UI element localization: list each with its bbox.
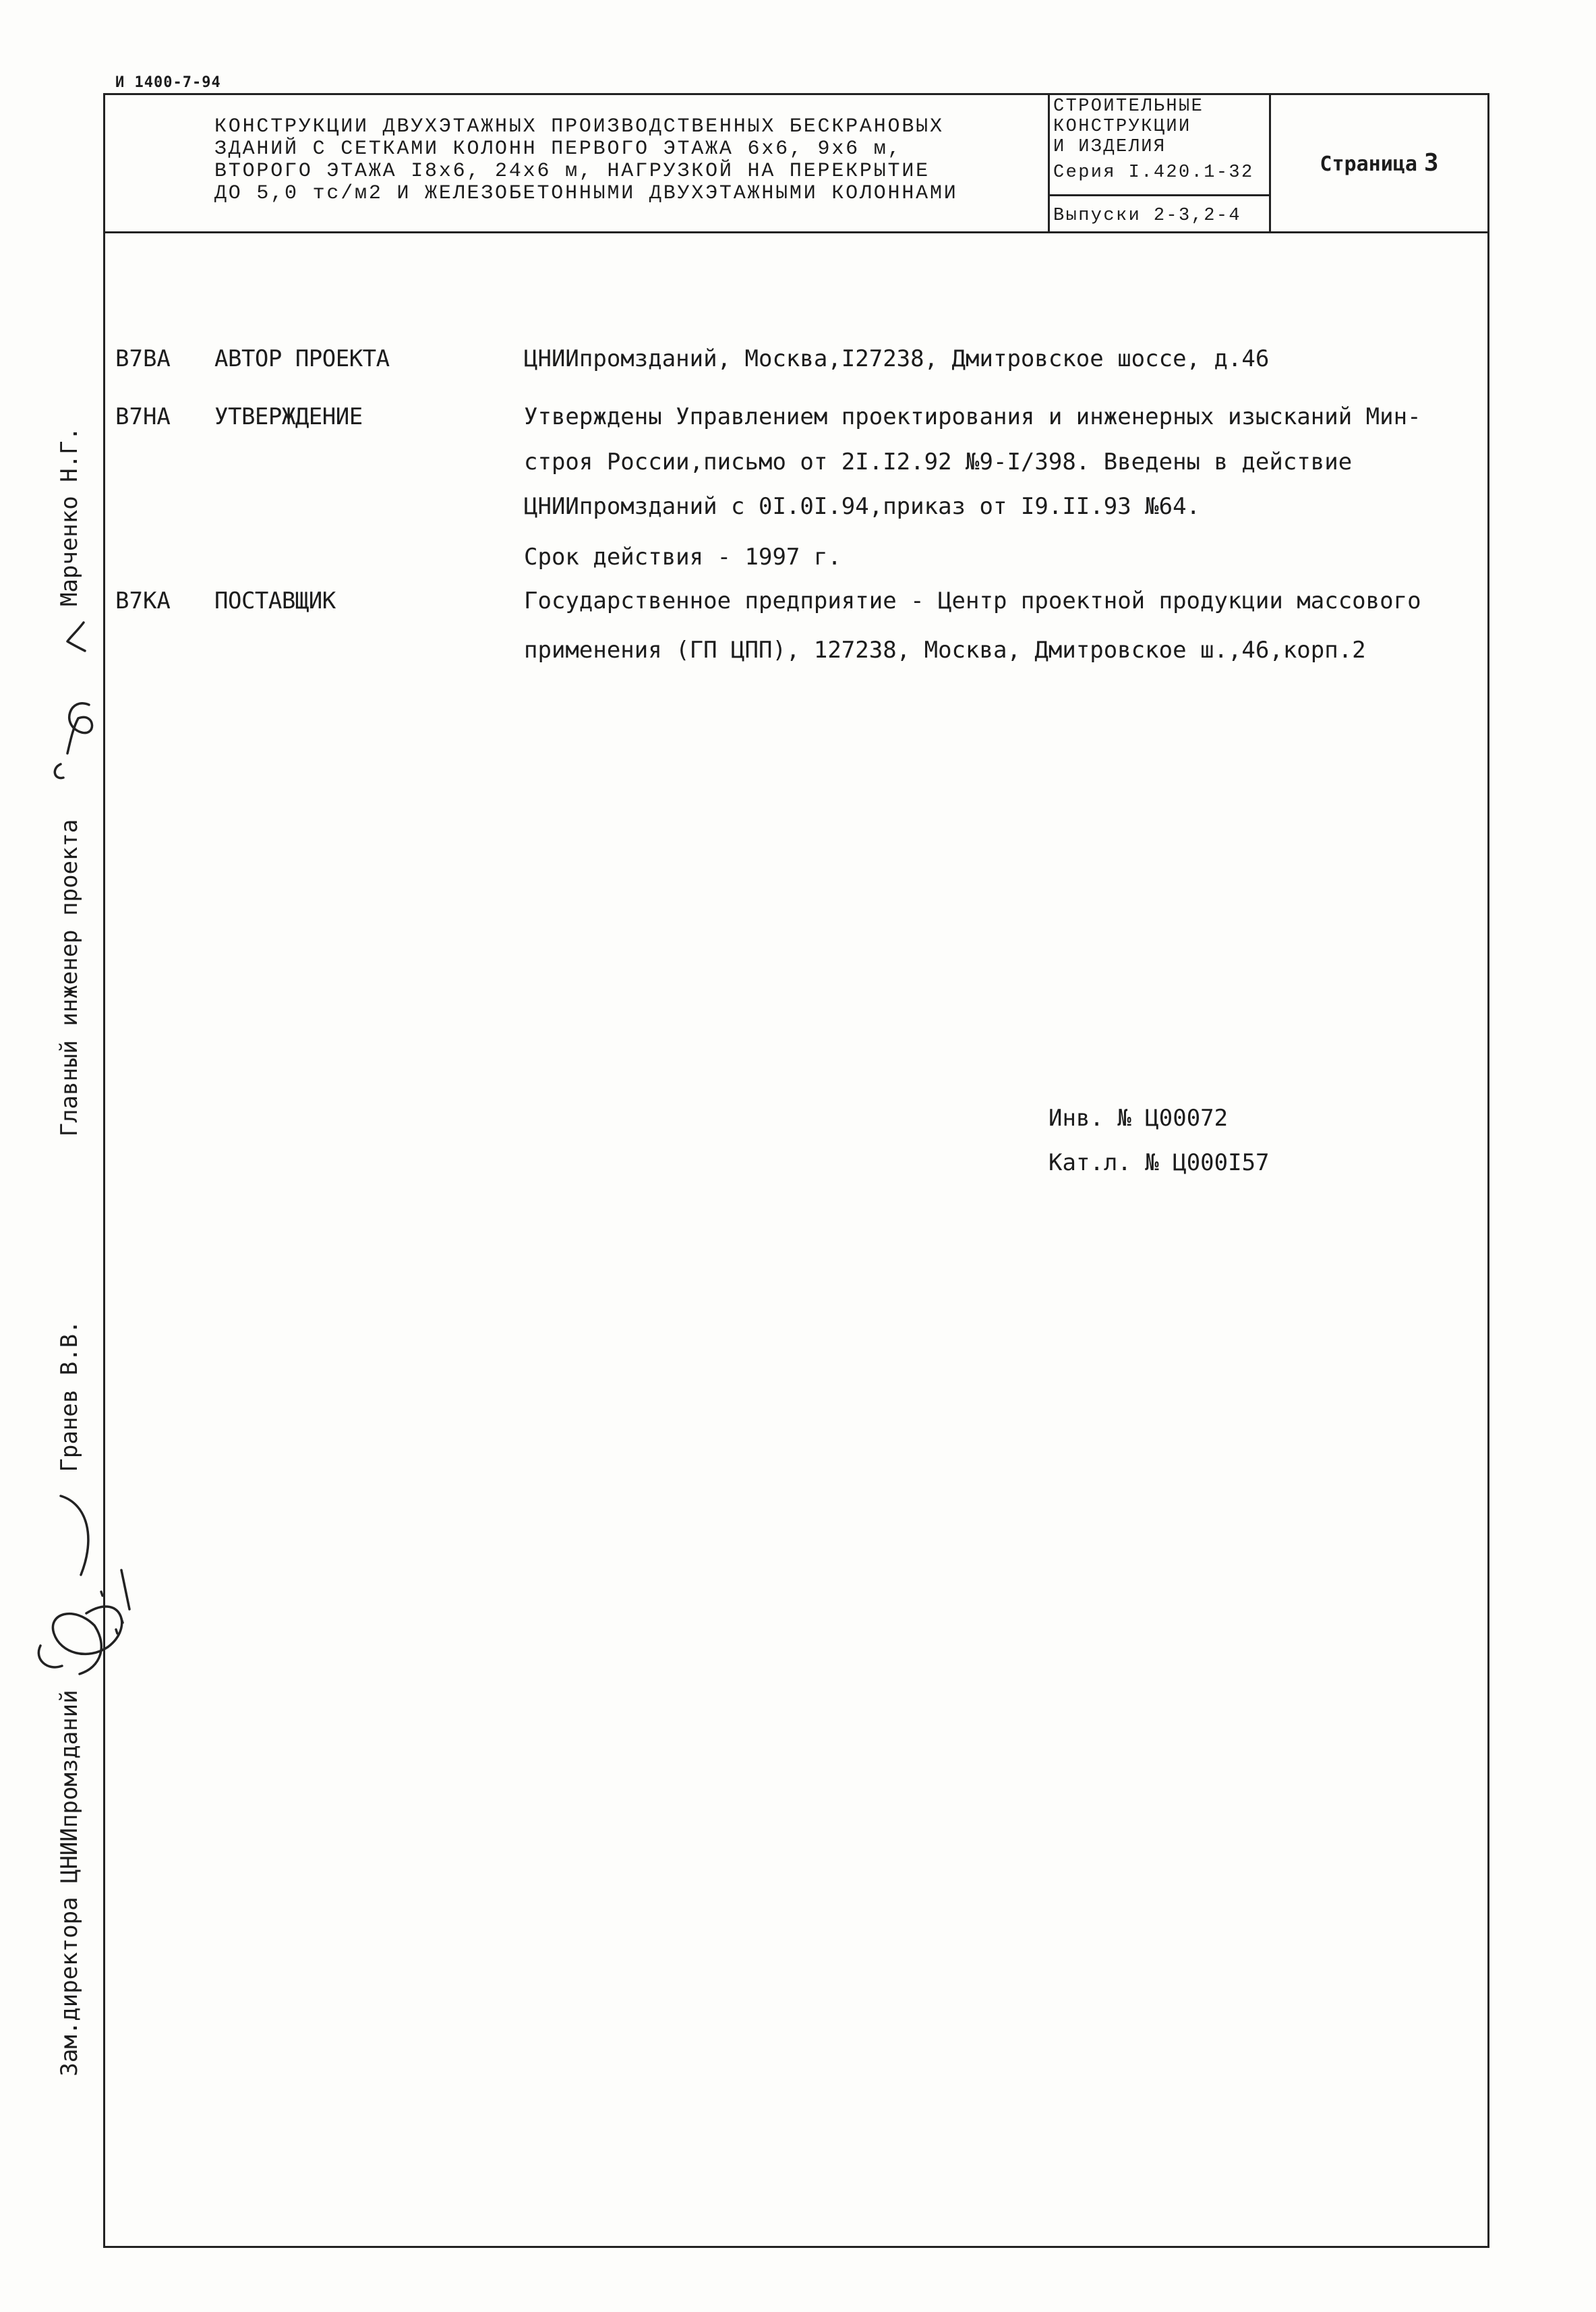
issues-label: Выпуски 2-3,2-4: [1053, 206, 1242, 226]
entry-text-line: Государственное предприятие - Центр проектной продукции массового: [524, 587, 1421, 614]
catalog-sheet-number: Кат.л. № Ц000I57: [1048, 1149, 1270, 1176]
entry-text-line: ЦНИИпромзданий, Москва,I27238, Дмитровское шоссе, д.46: [524, 345, 1270, 372]
series-cell-divider: [1048, 194, 1271, 196]
entry-code: В7НА: [115, 403, 171, 430]
entry-text-line: применения (ГП ЦПП), 127238, Москва, Дмитровское ш.,46,корп.2: [524, 637, 1366, 664]
deputy-director-title: Зам.директора ЦНИИпромзданий: [56, 1689, 83, 2077]
entry-code: В7ВА: [115, 345, 171, 372]
title-block-divider: [1048, 93, 1050, 233]
title-line: ДО 5,0 тс/м2 И ЖЕЛЕЗОБЕТОННЫМИ ДВУХЭТАЖНЫМИ КОЛОННАМИ: [214, 182, 958, 205]
page-number: 3: [1423, 149, 1439, 177]
document-title: [214, 116, 958, 205]
entry-text-line: ЦНИИпромзданий с 0I.0I.94,приказ от I9.II.93 №64.: [524, 493, 1201, 520]
entry-text-line: строя России,письмо от 2I.I2.92 №9-I/398. Введены в действие: [524, 449, 1353, 475]
series-line: КОНСТРУКЦИИ: [1053, 117, 1191, 137]
entry-code: В7КА: [115, 587, 171, 614]
entry-label: АВТОР ПРОЕКТА: [214, 345, 390, 372]
entry-text-line: Утверждены Управлением проектирования и инженерных изысканий Мин-: [524, 403, 1421, 430]
signature-chief-engineer: [40, 610, 108, 792]
series-cell: [1053, 96, 1254, 183]
chief-engineer-title: Главный инженер проекта: [56, 819, 83, 1137]
entry-text-line: Срок действия - 1997 г.: [524, 544, 841, 571]
chief-engineer-name: Марченко Н.Г.: [56, 426, 83, 607]
signature-deputy-director: [20, 1491, 145, 1679]
series-code: Серия I.420.1-32: [1053, 163, 1254, 183]
series-line: И ИЗДЕЛИЯ: [1053, 137, 1166, 157]
entry-label: УТВЕРЖДЕНИЕ: [214, 403, 363, 430]
series-line: СТРОИТЕЛЬНЫЕ: [1053, 96, 1204, 117]
entry-label: ПОСТАВЩИК: [214, 587, 336, 614]
title-line: ЗДАНИЙ С СЕТКАМИ КОЛОНН ПЕРВОГО ЭТАЖА 6х6, 9х6 м,: [214, 138, 902, 161]
title-line: ВТОРОГО ЭТАЖА I8х6, 24х6 м, НАГРУЗКОЙ НА ПЕРЕКРЫТИЕ: [214, 160, 930, 183]
deputy-director-name: Гранев В.В.: [56, 1320, 83, 1472]
inventory-number: Инв. № Ц00072: [1048, 1105, 1229, 1132]
page-number-cell: [1271, 148, 1487, 179]
document-stamp-number: И 1400-7-94: [115, 74, 221, 91]
title-line: КОНСТРУКЦИИ ДВУХЭТАЖНЫХ ПРОИЗВОДСТВЕННЫХ БЕСКРАНОВЫХ: [214, 115, 944, 138]
title-block-bottom-rule: [103, 231, 1489, 233]
page-label: Страница: [1320, 152, 1417, 176]
